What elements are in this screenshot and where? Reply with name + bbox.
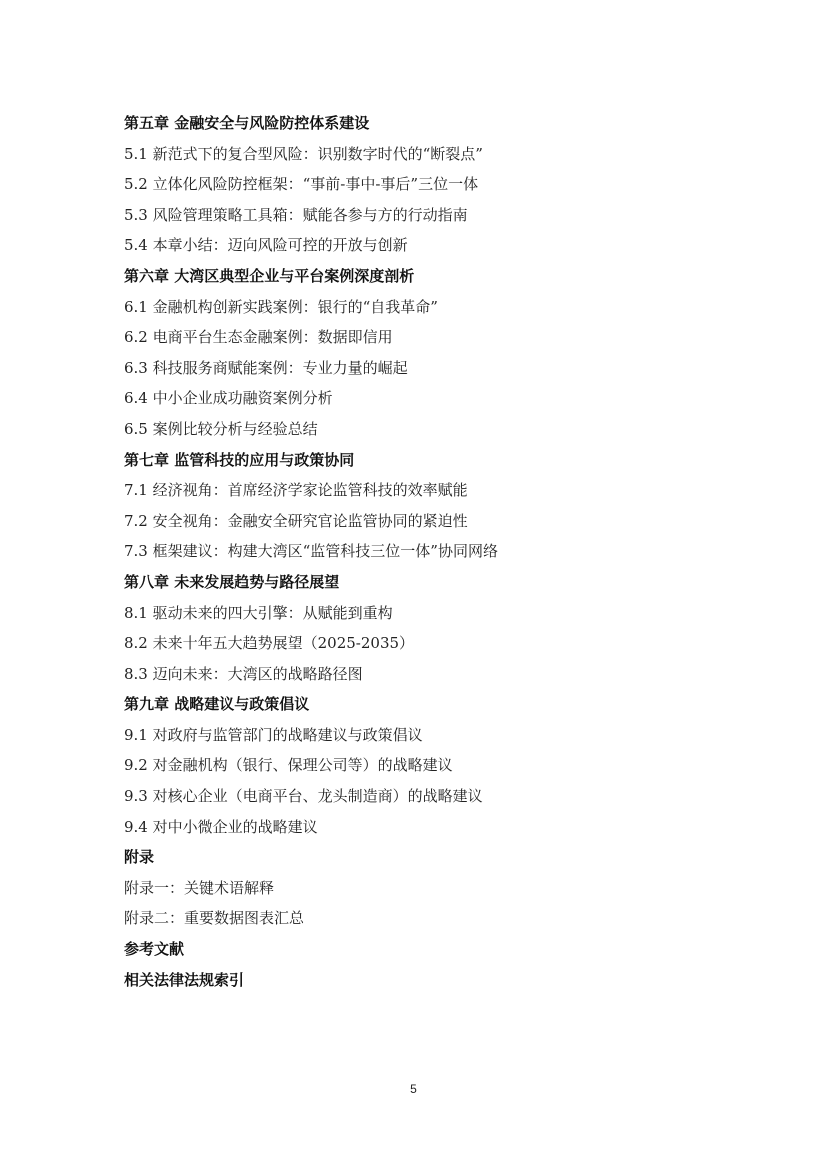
toc-section-entry[interactable]: 7.1 经济视角：首席经济学家论监管科技的效率赋能 [124, 481, 468, 500]
toc-section-entry[interactable]: 6.4 中小企业成功融资案例分析 [124, 389, 333, 408]
toc-section-entry[interactable]: 附录二：重要数据图表汇总 [124, 909, 305, 928]
toc-chapter-heading[interactable]: 附录 [124, 848, 155, 867]
toc-section-entry[interactable]: 6.5 案例比较分析与经验总结 [124, 419, 318, 438]
toc-section-entry[interactable]: 9.2 对金融机构（银行、保理公司等）的战略建议 [124, 756, 453, 775]
toc-chapter-heading[interactable]: 第六章 大湾区典型企业与平台案例深度剖析 [124, 266, 415, 285]
toc-section-entry[interactable]: 6.3 科技服务商赋能案例：专业力量的崛起 [124, 358, 408, 377]
toc-section-entry[interactable]: 9.3 对核心企业（电商平台、龙头制造商）的战略建议 [124, 787, 483, 806]
toc-section-entry[interactable]: 9.4 对中小微企业的战略建议 [124, 817, 318, 836]
toc-section-entry[interactable]: 8.1 驱动未来的四大引擎：从赋能到重构 [124, 603, 393, 622]
page-number: 5 [410, 1082, 417, 1096]
toc-section-entry[interactable]: 6.1 金融机构创新实践案例：银行的“自我革命” [124, 297, 438, 316]
toc-chapter-heading[interactable]: 第八章 未来发展趋势与路径展望 [124, 572, 340, 591]
toc-section-entry[interactable]: 附录一：关键术语解释 [124, 878, 275, 897]
toc-section-entry[interactable]: 5.1 新范式下的复合型风险：识别数字时代的“断裂点” [124, 144, 483, 163]
toc-chapter-heading[interactable]: 第五章 金融安全与风险防控体系建设 [124, 114, 370, 132]
toc-chapter-heading[interactable]: 第七章 监管科技的应用与政策协同 [124, 450, 355, 469]
toc-section-entry[interactable]: 5.3 风险管理策略工具箱：赋能各参与方的行动指南 [124, 205, 468, 224]
toc-section-entry[interactable]: 5.2 立体化风险防控框架：“事前-事中-事后”三位一体 [124, 175, 479, 194]
table-of-contents [124, 108, 764, 995]
toc-section-entry[interactable]: 6.2 电商平台生态金融案例：数据即信用 [124, 328, 393, 347]
toc-section-entry[interactable]: 7.3 框架建议：构建大湾区“监管科技三位一体”协同网络 [124, 542, 498, 561]
toc-chapter-heading[interactable]: 第九章 战略建议与政策倡议 [124, 695, 310, 714]
toc-chapter-heading[interactable]: 参考文献 [124, 940, 185, 959]
toc-section-entry[interactable]: 7.2 安全视角：金融安全研究官论监管协同的紧迫性 [124, 511, 468, 530]
toc-section-entry[interactable]: 8.2 未来十年五大趋势展望（2025-2035） [124, 634, 415, 653]
toc-section-entry[interactable]: 9.1 对政府与监管部门的战略建议与政策倡议 [124, 725, 423, 744]
toc-section-entry[interactable]: 8.3 迈向未来：大湾区的战略路径图 [124, 664, 363, 683]
toc-chapter-heading[interactable]: 相关法律法规索引 [124, 970, 245, 989]
toc-section-entry[interactable]: 5.4 本章小结：迈向风险可控的开放与创新 [124, 236, 408, 255]
